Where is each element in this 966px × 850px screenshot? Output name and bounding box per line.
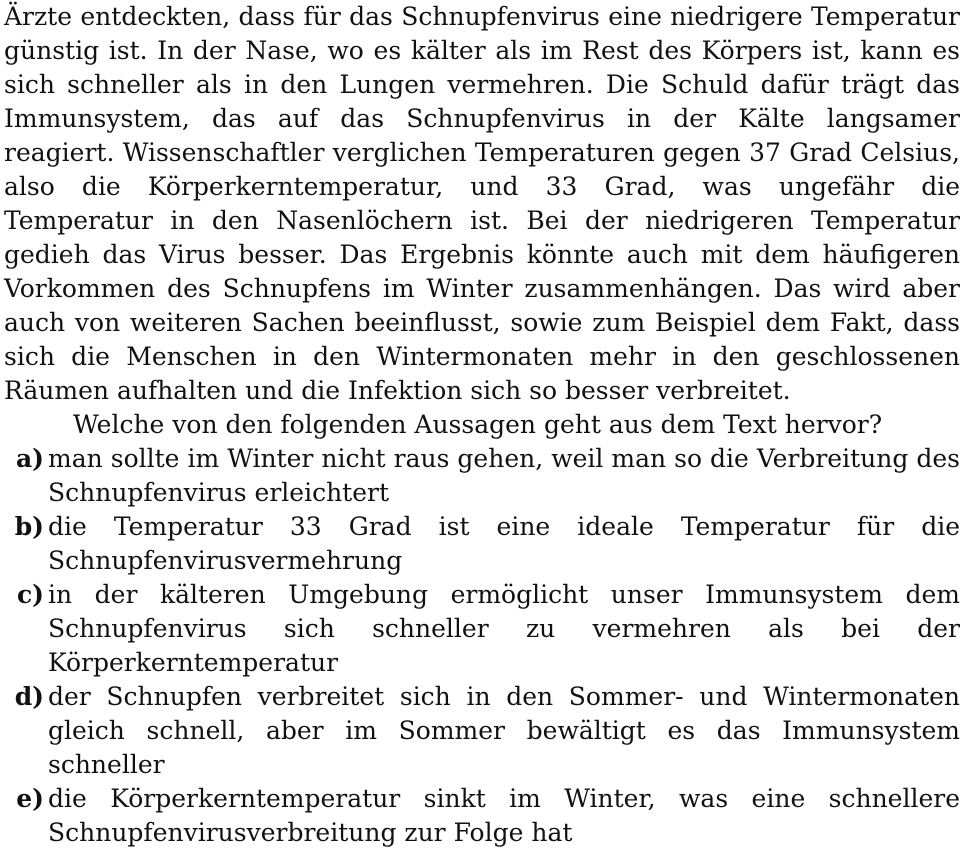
option-letter: e)	[16, 784, 44, 813]
option-text: die Temperatur 33 Grad ist eine ideale Temperatur für die Schnupfenvirusvermehrung	[48, 512, 960, 575]
option-b	[4, 510, 960, 578]
option-letter: d)	[14, 682, 44, 711]
option-d	[4, 680, 960, 782]
option-letter: b)	[14, 512, 44, 541]
option-c	[4, 578, 960, 680]
option-text: in der kälteren Umgebung ermöglicht unser Immunsystem dem Schnupfenvirus sich schneller zu vermehren als bei der Körperkerntemperatur	[48, 580, 960, 677]
option-letter: c)	[16, 580, 44, 609]
question-text: Welche von den folgenden Aussagen geht aus dem Text hervor?	[73, 410, 883, 439]
option-text: der Schnupfen verbreitet sich in den Sommer- und Wintermonaten gleich schnell, aber im Sommer bewältigt es das Immunsystem schneller	[48, 682, 960, 779]
option-a	[4, 442, 960, 510]
option-e	[4, 782, 960, 850]
passage-text: Ärzte entdeckten, dass für das Schnupfenvirus eine niedrigere Temperatur günstig ist. In der Nase, wo es kälter als im Rest des Körpers ist, kann es sich schneller als in den Lungen vermehren. Die Schuld dafür trägt das Immunsystem, das auf das Schnupfenvirus in der Kälte langsamer reagiert. Wissenschaftler verglichen Temperaturen gegen 37 Grad Celsius, also die Körperkerntemperatur, und 33 Grad, was ungefähr die Temperatur in den Nasenlöchern ist. Bei der niedrigeren Temperatur gedieh das Virus besser. Das Ergebnis könnte auch mit dem häufigeren Vorkommen des Schnupfens im Winter zusammenhängen. Das wird aber auch von weiteren Sachen beeinflusst, sowie zum Beispiel dem Fakt, dass sich die Menschen in den Wintermonaten mehr in den geschlossenen Räumen aufhalten und die Infektion sich so besser verbreitet.	[4, 2, 960, 405]
option-text: man sollte im Winter nicht raus gehen, weil man so die Verbreitung des Schnupfenvirus erleichtert	[48, 444, 960, 507]
option-letter: a)	[15, 444, 44, 473]
option-text: die Körperkerntemperatur sinkt im Winter, was eine schnellere Schnupfenvirusverbreitung zur Folge hat	[48, 784, 960, 847]
answer-options	[4, 442, 960, 850]
document-page	[4, 0, 960, 847]
